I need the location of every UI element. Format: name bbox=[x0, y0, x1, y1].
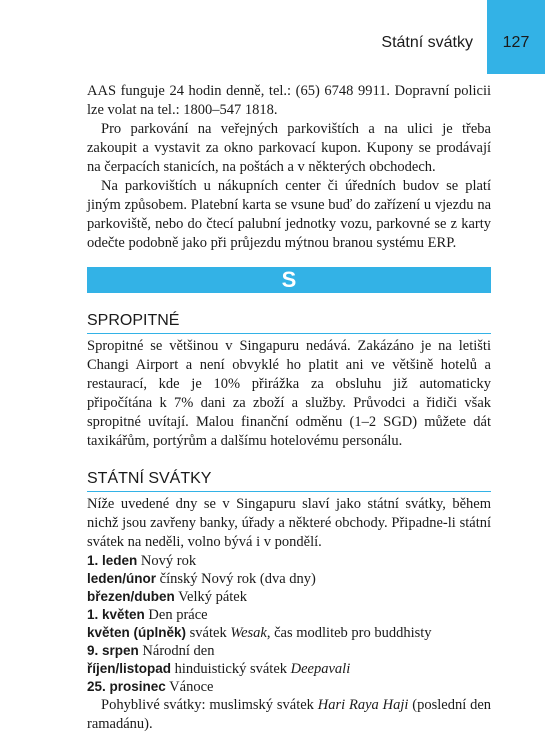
holidays-intro: Níže uvedené dny se v Singapuru slaví jako státní svátky, během nichž jsou zavřeny banky, úřady a některé obchody. Připadne-li státní svátek na neděli, volno bývá i v pondělí. bbox=[87, 496, 491, 550]
holidays-closing bbox=[87, 696, 491, 734]
holiday-item bbox=[87, 606, 491, 624]
holiday-date: 1. leden bbox=[87, 553, 138, 568]
holiday-name: Den práce bbox=[148, 607, 208, 623]
holiday-item bbox=[87, 624, 491, 642]
holiday-note: , čas modliteb pro buddhisty bbox=[266, 625, 432, 641]
holiday-date: březen/duben bbox=[87, 589, 175, 604]
closing-text-end: (poslední den ramadánu). bbox=[87, 697, 492, 732]
holiday-date: říjen/listopad bbox=[87, 661, 172, 676]
holiday-name: Národní den bbox=[142, 643, 215, 659]
holiday-name: hinduistický svátek bbox=[174, 661, 291, 677]
intro-paragraph: Pro parkování na veřejných parkovištích a na ulici je třeba zakoupit a vystavit za okno parkovací kupon. Kupony se prodávají na čerpacích stanicích, na poštách a v některých obchodech. bbox=[87, 121, 491, 175]
holiday-date: leden/únor bbox=[87, 571, 157, 586]
closing-italic: Hari Raya Haji bbox=[317, 697, 409, 713]
holiday-name: čínský Nový rok (dva dny) bbox=[159, 571, 316, 587]
closing-text: Pohyblivé svátky: muslimský svátek bbox=[101, 697, 318, 713]
section-letter-bar: S bbox=[87, 267, 491, 293]
holiday-date: květen (úplněk) bbox=[87, 625, 187, 640]
holiday-name: Vánoce bbox=[169, 679, 214, 695]
holiday-date: 9. srpen bbox=[87, 643, 139, 658]
holiday-item bbox=[87, 660, 491, 678]
tipping-text: Spropitné se většinou v Singapuru nedává. Zakázáno je na letišti Changi Airport a není obvyklé ho platit ani ve většině hotelů a restaurací, kde je 10% přirážka za obsluhu již automaticky připočítána k 7% dani za zboží a služby. Průvodci a řidiči však spropitné uvítají. Malou finanční odměnu (1–2 SGD) můžete dát taxikářům, portýrům a dalšímu hotelovému personálu. bbox=[87, 338, 491, 449]
holiday-date: 25. prosinec bbox=[87, 679, 166, 694]
holiday-name-italic: Wesak bbox=[230, 625, 267, 641]
holiday-name: svátek bbox=[189, 625, 231, 641]
page-number-tab bbox=[487, 0, 545, 74]
intro-paragraph: AAS funguje 24 hodin denně, tel.: (65) 6748 9911. Dopravní policii lze volat na tel.: 1800–547 1818. bbox=[87, 83, 491, 118]
holiday-name: Nový rok bbox=[140, 553, 197, 569]
holiday-item bbox=[87, 678, 491, 696]
holiday-item bbox=[87, 642, 491, 660]
holiday-name-italic: Deepavali bbox=[290, 661, 351, 677]
holiday-name: Velký pátek bbox=[178, 589, 247, 605]
holiday-item bbox=[87, 570, 491, 588]
tipping-heading: SPROPITNÉ bbox=[87, 311, 491, 334]
page-content bbox=[87, 82, 491, 734]
holiday-item bbox=[87, 552, 491, 570]
holidays-heading: STÁTNÍ SVÁTKY bbox=[87, 469, 491, 492]
holiday-item bbox=[87, 588, 491, 606]
running-header-title: Státní svátky bbox=[381, 34, 473, 51]
intro-paragraph: Na parkovištích u nákupních center či úředních budov se platí jiným způsobem. Platební karta se vsune buď do zařízení u vjezdu na parkoviště, nebo do čtecí palubní jednotky vozu, parkovné se z karty odečte podobně jako při průjezdu mýtnou branou systému ERP. bbox=[87, 178, 491, 251]
holiday-date: 1. květen bbox=[87, 607, 145, 622]
page-number: 127 bbox=[502, 34, 530, 51]
holiday-list bbox=[87, 552, 491, 696]
